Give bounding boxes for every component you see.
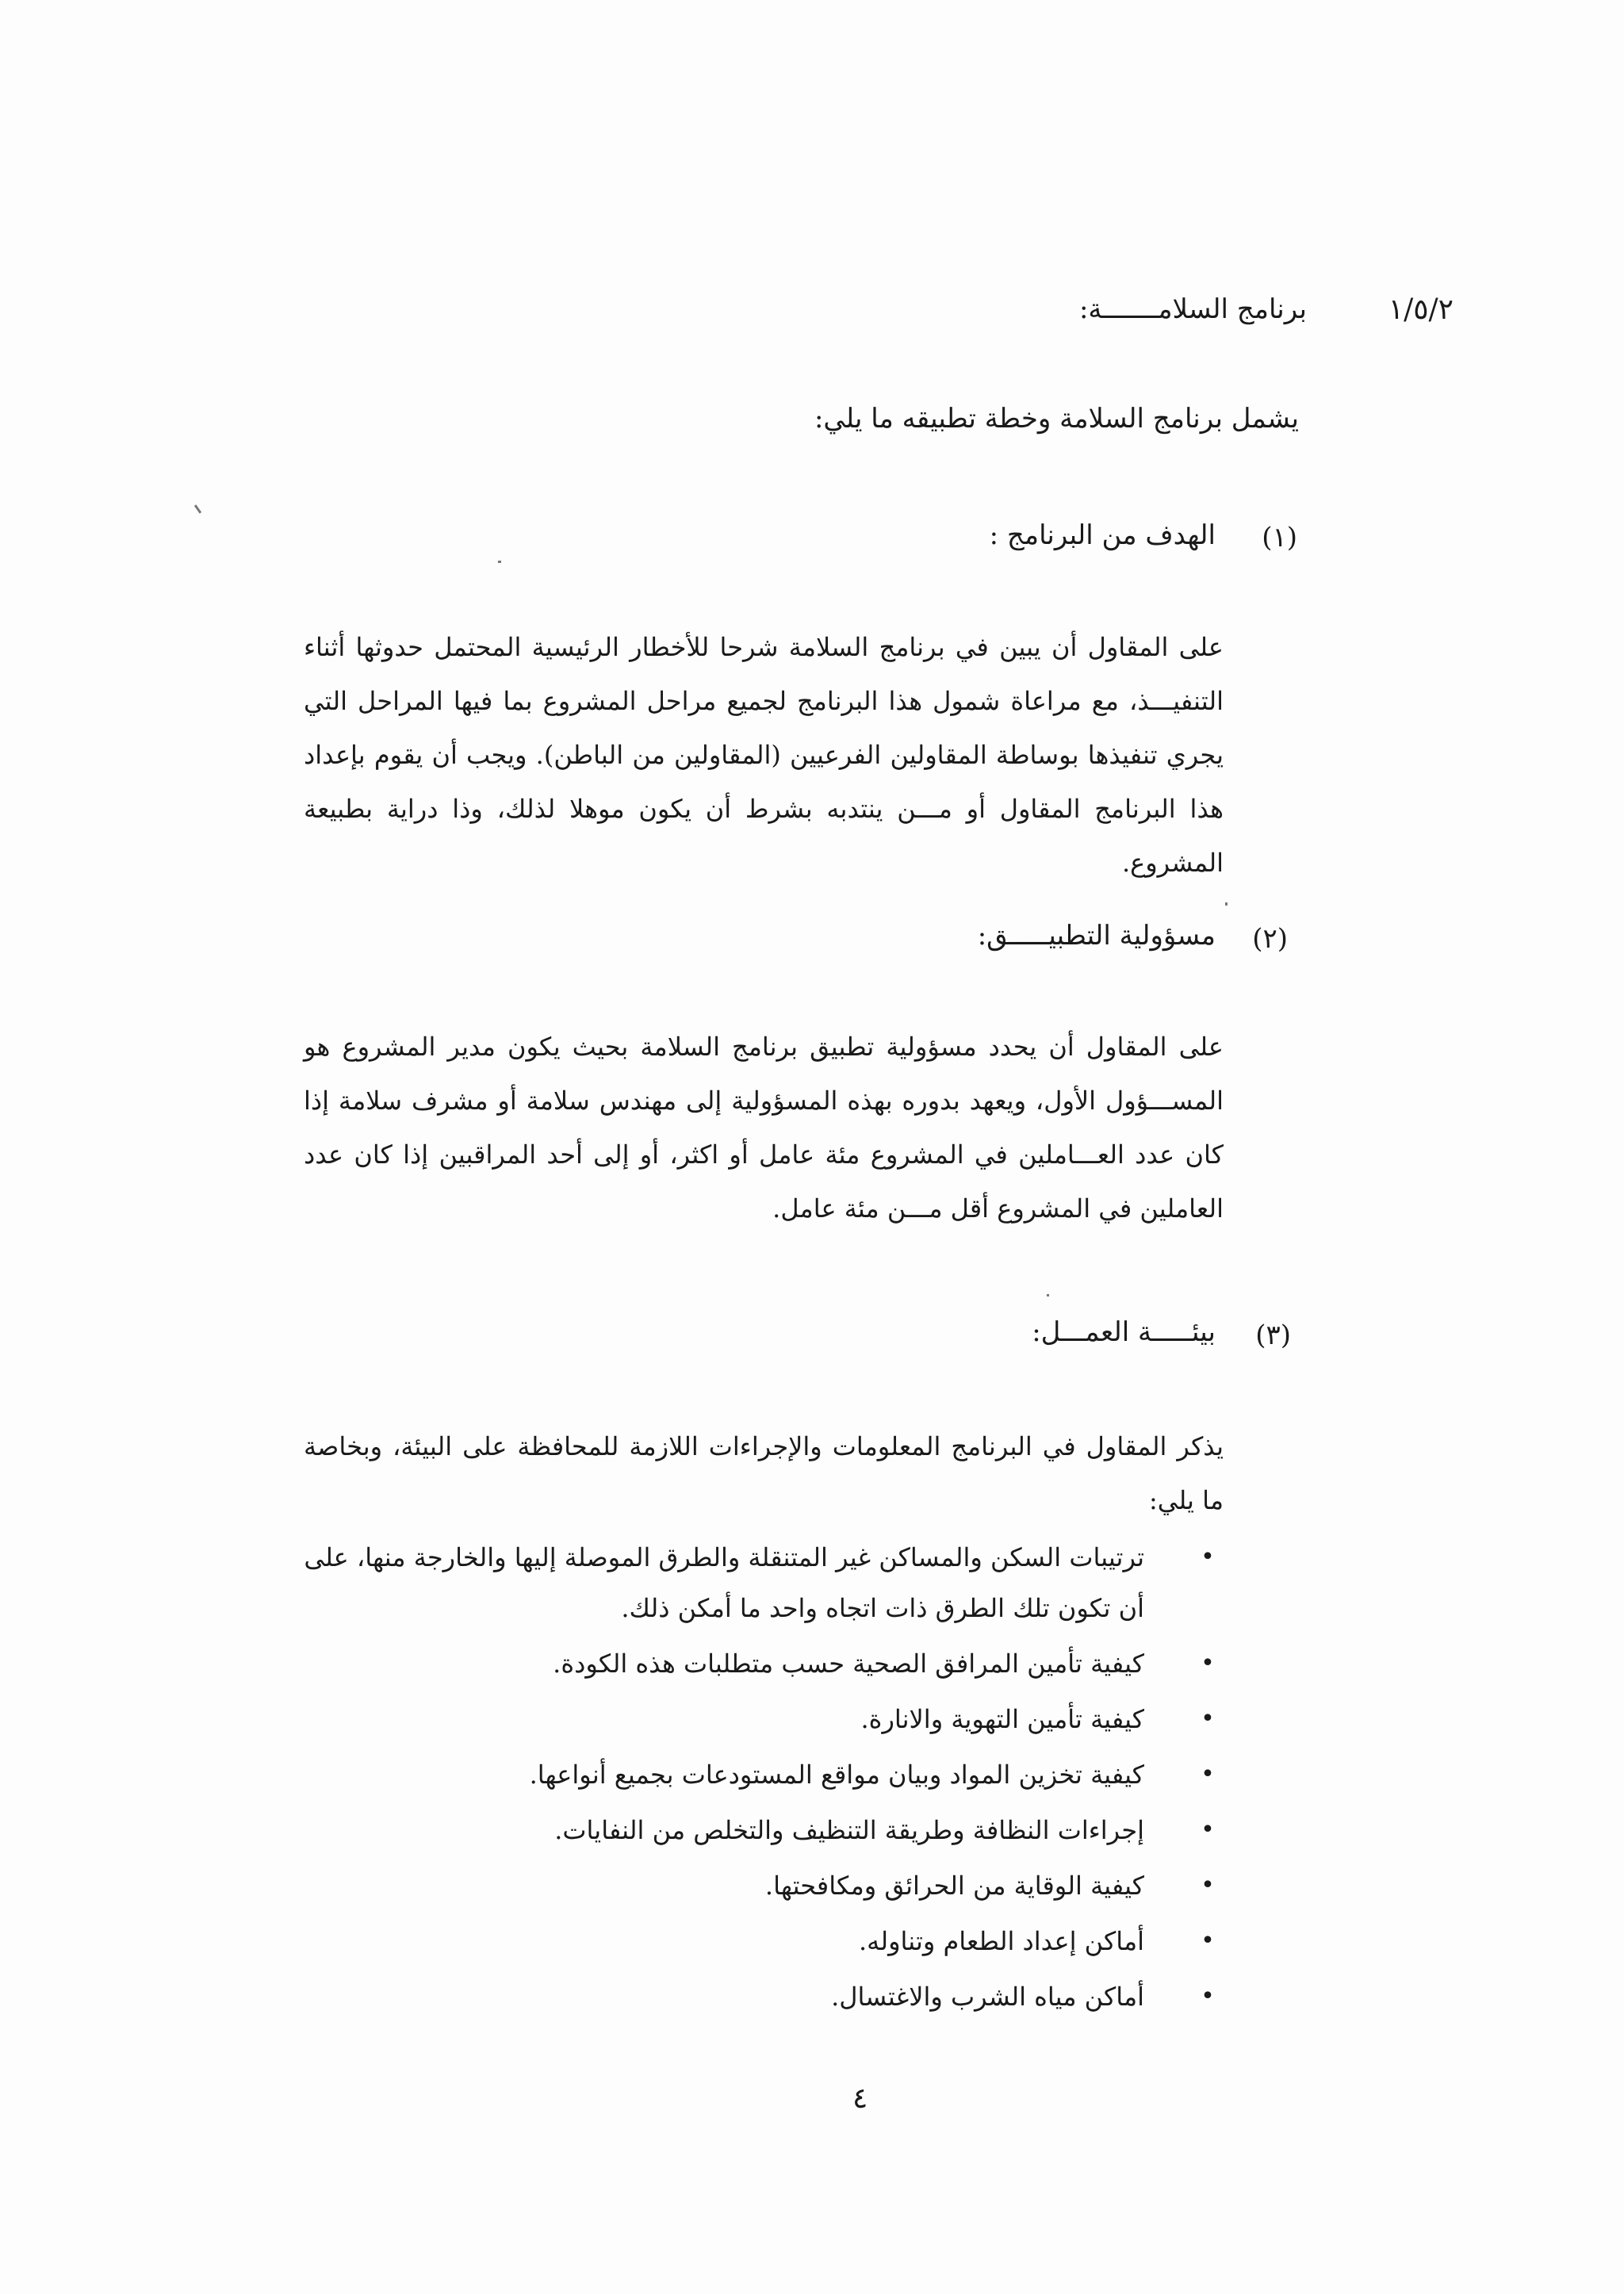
clause-title: برنامج السلامـــــــة: xyxy=(1078,293,1307,325)
bullet-list xyxy=(296,1532,1224,2027)
list-item xyxy=(296,1971,1224,2022)
section-body: على المقاول أن يبين في برنامج السلامة شرحا للأخطار الرئيسية المحتمل حدوثها أثناء التنفيـــذ، مع مراعاة شمول هذا البرنامج لجميع مراحل المشروع بما فيها المراحل التي يجري تنفيذها بوساطة المقاولين الفرعيين (المقاولين من الباطن). ويجب أن يقوم بإعداد هذا البرنامج المقاول أو مـــن ينتدبه بشرط أن يكون موهلا لذلك، وذا دراية بطبيعة المشروع. xyxy=(304,632,1224,878)
section-title: مسؤولية التطبيـــــق: xyxy=(977,920,1216,952)
list-item xyxy=(296,1749,1224,1800)
list-item xyxy=(296,1694,1224,1744)
list-item-text: كيفية تأمين المرافق الصحية حسب متطلبات هذه الكودة. xyxy=(553,1649,1144,1679)
list-item xyxy=(296,1805,1224,1855)
bullet-icon: • xyxy=(1201,1927,1215,1955)
section-body: على المقاول أن يحدد مسؤولية تطبيق برنامج السلامة بحيث يكون مدير المشروع هو المســـؤول الأول، ويعهد بدوره بهذه المسؤولية إلى مهندس سلامة أو مشرف سلامة إذا كان عدد العـــاملين في المشروع مئة عامل أو اكثر، أو إلى أحد المراقبين إذا كان عدد العاملين في المشروع أقل مـــن مئة عامل. xyxy=(304,1032,1224,1224)
clause-number: ١/٥/٢ xyxy=(1388,293,1454,326)
list-item-text: إجراءات النظافة وطريقة التنظيف والتخلص من النفايات. xyxy=(554,1815,1144,1845)
section-number: (١) xyxy=(1262,522,1297,553)
list-item-text: كيفية تخزين المواد وبيان مواقع المستودعات بجميع أنواعها. xyxy=(529,1760,1144,1790)
section-body: يذكر المقاول في البرنامج المعلومات والإجراءات اللازمة للمحافظة على البيئة، وبخاصة ما يلي: xyxy=(304,1431,1224,1515)
bullet-icon: • xyxy=(1201,1649,1215,1677)
page-number: ٤ xyxy=(852,2082,868,2115)
bullet-icon: • xyxy=(1201,1816,1215,1844)
section-title: بيئـــــة العمـــل: xyxy=(1032,1316,1216,1348)
list-item-text: أماكن مياه الشرب والاغتسال. xyxy=(831,1982,1144,2012)
bullet-icon: • xyxy=(1201,1543,1215,1571)
list-item-text: كيفية تأمين التهوية والانارة. xyxy=(860,1704,1144,1734)
scan-speck xyxy=(1225,902,1228,906)
bullet-icon: • xyxy=(1201,1760,1215,1788)
section-number: (٢) xyxy=(1252,923,1288,955)
list-item xyxy=(296,1916,1224,1967)
list-item-text: أماكن إعداد الطعام وتناوله. xyxy=(859,1926,1144,1956)
list-item xyxy=(296,1638,1224,1689)
list-item xyxy=(296,1860,1224,1911)
list-item-text: كيفية الوقاية من الحرائق ومكافحتها. xyxy=(764,1871,1144,1901)
list-item-text: ترتيبات السكن والمساكن غير المتنقلة والطرق الموصلة إليها والخارجة منها، على أن تكون تلك الطرق ذات اتجاه واحد ما أمكن ذلك. xyxy=(304,1542,1144,1623)
bullet-icon: • xyxy=(1201,1982,1215,2010)
scan-speck xyxy=(498,561,501,563)
intro-text: يشمل برنامج السلامة وخطة تطبيقه ما يلي: xyxy=(814,403,1299,435)
section-title: الهدف من البرنامج : xyxy=(989,519,1216,551)
scan-speck xyxy=(194,504,201,514)
bullet-icon: • xyxy=(1201,1705,1215,1733)
list-item xyxy=(296,1532,1224,1633)
scan-speck xyxy=(1047,1294,1049,1296)
bullet-icon: • xyxy=(1201,1871,1215,1899)
section-number: (٣) xyxy=(1255,1319,1291,1351)
